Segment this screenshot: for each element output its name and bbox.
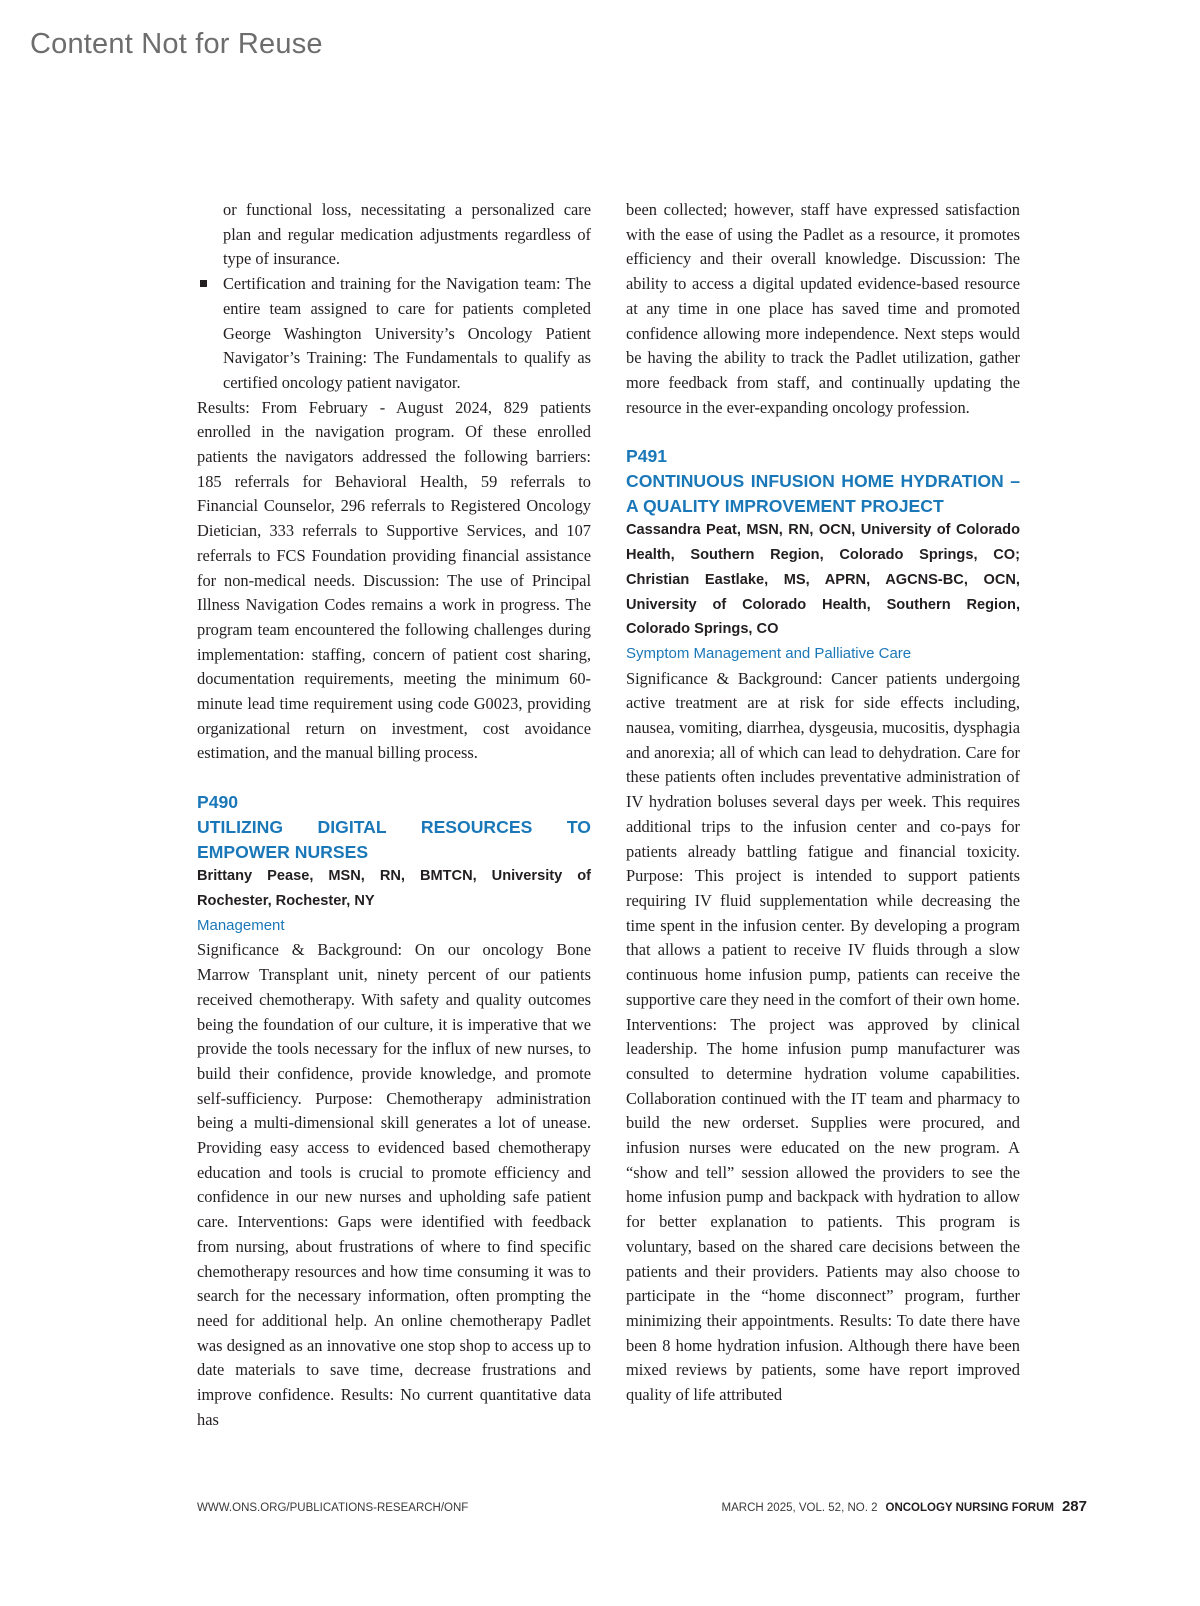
abstract-id: P490 — [197, 792, 239, 813]
abstract-id: P491 — [626, 446, 668, 467]
page-number: 287 — [1061, 1498, 1087, 1515]
footer-issue: MARCH 2025, VOL. 52, NO. 2 — [721, 1502, 878, 1514]
abstract-category: Symptom Management and Palliative Care — [626, 644, 912, 662]
abstract-category: Management — [197, 916, 285, 934]
right-column — [626, 198, 1020, 1408]
abstract-body: Significance & Background: On our oncology Bone Marrow Transplant unit, ninety percent of our patients received chemotherapy. With safety and quality outcomes being the foundation of our culture, it is imperative that we provide the tools necessary for the influx of new nurses, to build their confidence, provide knowledge, and promote self-sufficiency. Purpose: Chemotherapy administration being a multi-dimensional skill generates a lot of unease. Providing easy access to evidenced based chemotherapy education and tools is crucial to promote efficiency and confidence in our new nurses and upholding safe patient care. Interventions: Gaps were identified with feedback from nursing, about frustrations of where to find specific chemotherapy resources and how time consuming it was to search for the necessary information, often prompting the need for additional help. An online chemotherapy Padlet was designed as an innovative one stop shop to access up to date materials to save time, decrease frustrations and improve confidence. Results: No current quantitative data has — [197, 940, 591, 1429]
footer-issue-info — [722, 1498, 1087, 1515]
abstract-body: Significance & Background: Cancer patients undergoing active treatment are at risk for side effects including, nausea, vomiting, diarrhea, dysgeusia, mucositis, dysphagia and anorexia; all of which can lead to dehydration. Care for these patients often includes preventative administration of IV hydration boluses several days per week. This requires additional trips to the infusion center and co-pays for patients already battling fatigue and financial toxicity. Purpose: This project is intended to support patients requiring IV fluid supplementation while decreasing the time spent in the infusion center. By developing a program that allows a patient to receive IV fluids through a slow continuous home infusion pump, patients can receive the supportive care they need in the comfort of their own home. Interventions: The project was approved by clinical leadership. The home infusion pump manufacturer was consulted to determine hydration volume capabilities. Collaboration continued with the IT team and pharmacy to build the new orderset. Supplies were procured, and infusion nurses were educated on the new program. A “show and tell” session allowed the providers to see the home infusion pump and backpack with hydration to allow for better explanation to patients. This program is voluntary, based on the shared care decisions between the patients and their providers. Patients may also choose to participate in the “home disconnect” program, further minimizing their appointments. Results: To date there have been 8 home hydration infusion. Although there have been mixed reviews by patients, some have report improved quality of life attributed — [626, 668, 1020, 1405]
abstract-title: CONTINUOUS INFUSION HOME HYDRATION – A QUALITY IMPROVEMENT PROJECT — [626, 471, 1020, 516]
abstract-authors: Cassandra Peat, MSN, RN, OCN, University of Colorado Health, Southern Region, Colorado Springs, CO; Christian Eastlake, MS, APRN, AGCNS-BC, OCN, University of Colorado Health, Southern Region, Colorado Springs, CO — [626, 522, 1020, 638]
bullet-list-item — [197, 272, 591, 396]
abstract-p490-continuation: been collected; however, staff have expressed satisfaction with the ease of using the Padlet as a resource, it promotes efficiency and their overall knowledge. Discussion: The ability to access a digital updated evidence-based resource at any time in one place has saved time and promoted confidence allowing more independence. Next steps would be having the ability to track the Padlet utilization, gather more feedback from staff, and continually updating the resource in the ever-expanding oncology profession. — [626, 200, 1020, 417]
bullet-text: Certification and training for the Navigation team: The entire team assigned to care for patients completed George Washington University’s Oncology Patient Navigator’s Training: The Fundamentals to qualify as certified oncology patient navigator. — [223, 274, 591, 392]
watermark: Content Not for Reuse — [30, 28, 323, 60]
continuation-list-item: or functional loss, necessitating a personalized care plan and regular medication adjustments regardless of type of insurance. — [223, 200, 591, 269]
left-column — [197, 198, 591, 1432]
abstract-authors: Brittany Pease, MSN, RN, BMTCN, University of Rochester, Rochester, NY — [197, 868, 591, 909]
abstract-p491 — [626, 444, 1020, 1407]
footer-url: WWW.ONS.ORG/PUBLICATIONS-RESEARCH/ONF — [197, 1502, 469, 1514]
abstract-p490 — [197, 790, 591, 1432]
abstract-title: UTILIZING DIGITAL RESOURCES TO EMPOWER NURSES — [197, 816, 591, 862]
results-paragraph: Results: From February - August 2024, 829 patients enrolled in the navigation program. Of these enrolled patients the navigators addressed the following barriers: 185 referrals for Behavioral Health, 59 referrals to Financial Counselor, 296 referrals to Registered Oncology Dietician, 333 referrals to Supportive Services, and 107 referrals to FCS Foundation providing financial assistance for non-medical needs. Discussion: The use of Principal Illness Navigation Codes remains a work in progress. The program team encountered the following challenges during implementation: staffing, concern of patient cost sharing, documentation requirements, meeting the minimum 60-minute lead time requirement using code G0023, providing organizational return on investment, cost avoidance estimation, and the manual billing process. — [197, 397, 591, 763]
footer-journal: ONCOLOGY NURSING FORUM — [885, 1502, 1054, 1514]
square-bullet-icon — [200, 280, 207, 287]
